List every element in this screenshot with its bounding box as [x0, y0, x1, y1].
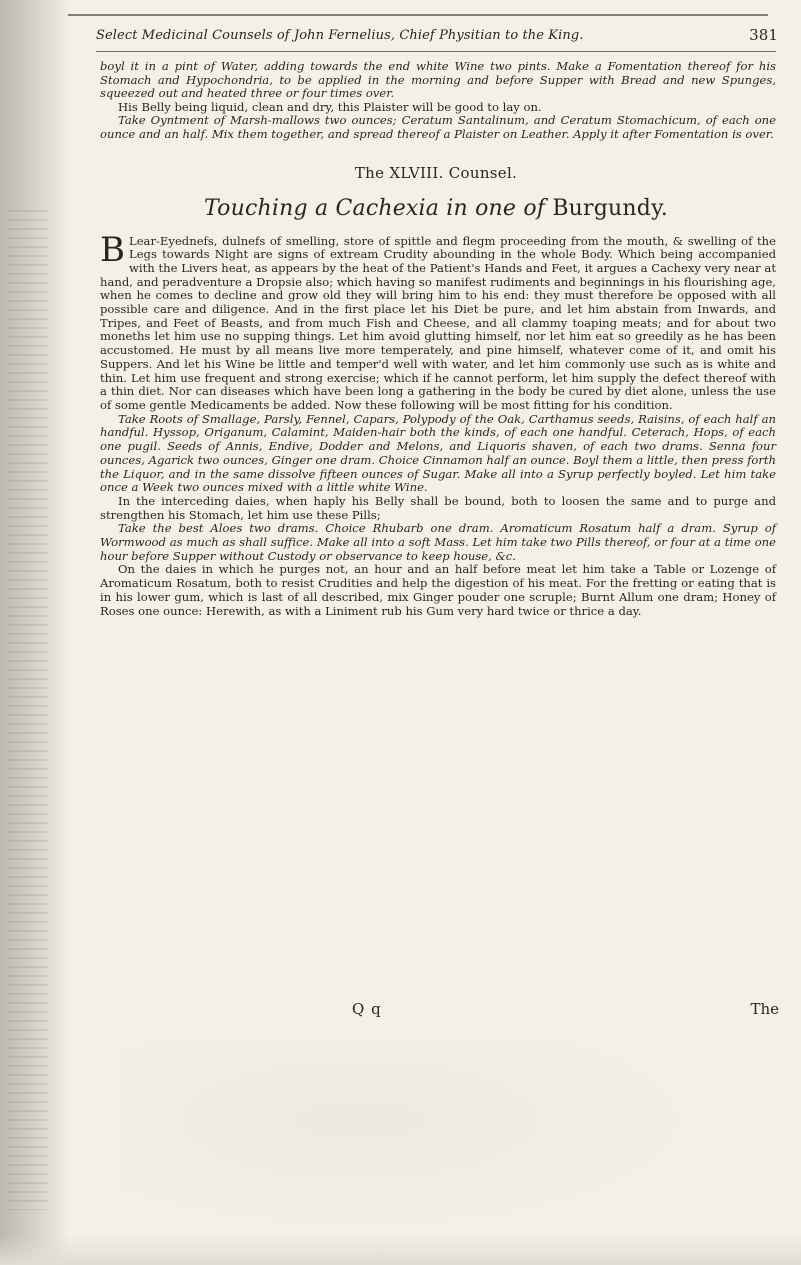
opening-paragraph-oyntment: Take Oyntment of Marsh-mallows two ounces; Ceratum Santalinum, and Ceratum Stomachicum, of each one ounce and an half. Mix them together, and spread thereof a Plaister on Leather. Apply it after Fomentation is over. [100, 113, 776, 141]
recipe-syrup: Take Roots of Smallage, Parsly, Fennel, Capars, Polypody of the Oak, Carthamus seeds, Raisins, of each half an handful. Hyssop, Origanum, Calamint, Maiden-hair both the kinds, of each one handful. Ceterach, Hops, of each one pugil. Seeds of Annis, Endive, Dodder and Melons, and Liquoris shaven, of each two drams. Senna four ounces, Agarick two ounces, Ginger one dram. Choice Cinnamon half an ounce. Boyl them a little, then press forth the Liquor, and in the same dissolve fifteen ounces of Sugar. Make all into a Syrup perfectly boyled. Let him take once a Week two ounces mixed with a little white Wine. [100, 411, 777, 495]
body-paragraph-lozenge: On the daies in which he purges not, an hour and an half before meat let him take a Table or Lozenge of Aromaticum Rosatum, both to resist Crudities and help the digestion of his meat. For the fretting or eating that is in his lower gum, which is last of all described, mix Ginger pouder one scruple; Burnt Allum one dram; Honey of Roses one ounce: Herewith, as with a Liniment rub his Gum very hard twice or thrice a day. [100, 562, 776, 618]
paper-show-through [120, 1040, 720, 1240]
drop-cap: B [100, 229, 125, 270]
running-head [96, 22, 776, 50]
opening-paragraph-plaister: His Belly being liquid, clean and dry, this Plaister will be good to lay on. [118, 99, 542, 114]
chapter-title-text: Touching a Cachexia in one of [204, 195, 546, 221]
body-paragraph-interceding: In the interceding daies, when haply his Belly shall be bound, both to loosen the same and to purge and strengthen his Stomach, let him use these Pills; [100, 493, 776, 522]
signature-mark: Q q [352, 1000, 382, 1018]
page-top-edge [68, 14, 768, 16]
chapter-title [96, 196, 776, 221]
page-number: 381 [749, 26, 778, 44]
header-rule [96, 51, 776, 52]
book-page [96, 22, 776, 618]
counsel-heading: The XLVIII. Counsel. [354, 163, 518, 182]
catchword: The [750, 1000, 779, 1018]
scan-shadow-bottom [0, 1235, 801, 1265]
body-paragraph-symptoms-text: Lear-Eyednefs, dulnefs of smelling, store of spittle and flegm proceeding from the mouth, & swelling of the Legs towards Night are signs of extream Crudity abounding in the whole Body. Which being accompanied with the Livers heat, as appears by the heat of the Patient's Hands and Feet, it argues a Cachexy very near at hand, and peradventure a Dropsie also; which having so manifest rudiments and beginnings in his flourishing age, when he comes to decline and grow old they will bring him to his end: they must therefore be opposed with all possible care and diligence. And in the first place let his Diet be pure, and let him abstain from Inwards, and Tripes, and Feet of Beasts, and from much Fish and Cheese, and all clammy toaping meats; and for about two moneths let him use no supping things. Let him avoid glutting himself, nor let him eat so greedily as he has been accustomed. He must by all means live more temperately, and pine himself, whatever come of it, and omit his Suppers. And let his Wine be little and temper'd well with water, and let him commonly use such as is white and thin. Let him use frequent and strong exercise; which if he cannot perform, let him supply the defect thereof with a thin diet. Nor can diseases which have been long a gathering in the body be cured by diet alone, unless the use of some gentle Medicaments be added. Now these following will be most fitting for his condition. [100, 233, 776, 412]
scan-shadow-left [0, 0, 70, 1265]
running-head-title: Select Medicinal Counsels of John Fernelius, Chief Physitian to the King. [96, 28, 584, 43]
opening-paragraph-fomentation: boyl it in a pint of Water, adding towards the end white Wine two pints. Make a Fomentation thereof for his Stomach and Hypochondria, to be applied in the morning and before Supper with Bread and new Spunges, squeezed out and heated three or four times over. [100, 59, 776, 101]
body-paragraph-symptoms [100, 229, 776, 413]
chapter-title-place: Burgundy. [552, 195, 668, 221]
recipe-pills: Take the best Aloes two drams. Choice Rhubarb one dram. Aromaticum Rosatum half a dram. Syrup of Wormwood as much as shall suffice. Make all into a soft Mass. Let him take two Pills thereof, or four at a time one hour before Supper without Custody or observance to keep house, &c. [100, 521, 776, 563]
